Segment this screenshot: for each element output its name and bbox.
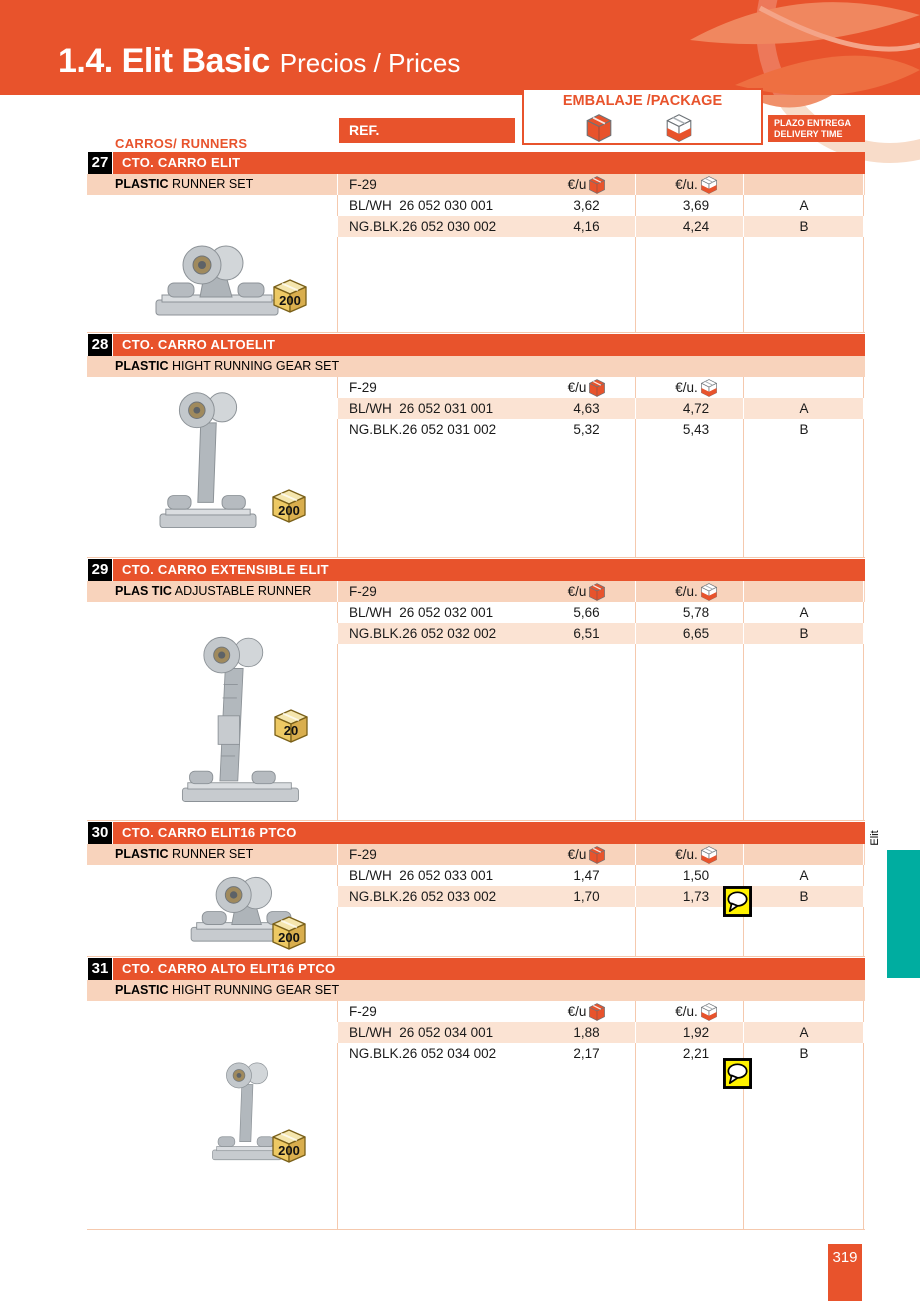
ref-code: F-29 xyxy=(349,380,377,395)
product-subtitle: PLASTIC HIGHT RUNNING GEAR SET xyxy=(115,359,340,373)
ref-code: F-29 xyxy=(349,177,377,192)
table-header-row xyxy=(87,1001,865,1022)
section-title-bar xyxy=(91,958,865,980)
closed-box-icon xyxy=(589,846,605,864)
section-title-bar xyxy=(91,559,865,581)
product-section-30 xyxy=(87,822,865,957)
price-per-unit-box: 3,62 xyxy=(573,198,600,213)
note-speech-bubble-icon xyxy=(723,1058,752,1089)
price-per-unit-pallet: 4,24 xyxy=(682,219,710,234)
product-subtitle: PLASTIC RUNNER SET xyxy=(115,177,254,191)
ref-code: F-29 xyxy=(349,847,377,862)
note-speech-bubble-icon xyxy=(723,886,752,917)
price-per-unit-box: 6,51 xyxy=(573,626,600,641)
price-per-unit-box: 4,16 xyxy=(573,219,600,234)
quantity-per-box-badge: 200 xyxy=(271,488,307,524)
product-section-31 xyxy=(87,958,865,1230)
price-per-unit-pallet: 5,43 xyxy=(682,422,710,437)
table-row xyxy=(87,216,865,237)
page-title xyxy=(58,42,460,81)
section-title-bar xyxy=(91,822,865,844)
closed-box-icon xyxy=(589,379,605,397)
section-title-bar xyxy=(91,334,865,356)
product-subtitle: PLASTIC HIGHT RUNNING GEAR SET xyxy=(115,983,340,997)
ref-code: F-29 xyxy=(349,584,377,599)
price-per-unit-box: 5,66 xyxy=(573,605,600,620)
unit-price-pallet-header: €/u. xyxy=(649,377,743,398)
price-per-unit-box: 4,63 xyxy=(573,401,600,416)
section-title: CTO. CARRO ELIT16 PTCO xyxy=(122,825,297,840)
product-ref: NG.BLK.26 052 032 002 xyxy=(349,626,497,641)
closed-box-icon xyxy=(586,114,612,142)
page-number: 319 xyxy=(828,1244,862,1301)
open-box-icon xyxy=(701,176,717,194)
quantity-per-box-badge: 200 xyxy=(272,278,308,314)
unit-price-box-header: €/u xyxy=(538,174,635,195)
unit-price-box-header: €/u xyxy=(538,844,635,865)
open-box-icon xyxy=(701,846,717,864)
price-per-unit-box: 1,47 xyxy=(573,868,600,883)
unit-price-box-header: €/u xyxy=(538,1001,635,1022)
product-image xyxy=(152,386,264,546)
table-row xyxy=(87,195,865,216)
package-label: EMBALAJE /PACKAGE xyxy=(562,93,723,109)
side-tab-label: Elit xyxy=(869,830,881,846)
quantity-per-box-badge: 200 xyxy=(271,915,307,951)
table-header-row xyxy=(87,174,865,195)
product-ref: BL/WH 26 052 030 001 xyxy=(349,198,494,213)
table-header-row xyxy=(87,581,865,602)
quantity-per-box-badge: 20 xyxy=(273,708,309,744)
price-per-unit-pallet: 1,50 xyxy=(682,868,710,883)
price-per-unit-pallet: 6,65 xyxy=(682,626,710,641)
price-per-unit-pallet: 1,73 xyxy=(682,889,710,904)
product-ref: BL/WH 26 052 031 001 xyxy=(349,401,494,416)
unit-price-box-header: €/u xyxy=(538,581,635,602)
delivery-label-en: DELIVERY TIME xyxy=(774,129,843,139)
price-per-unit-pallet: 5,78 xyxy=(682,605,710,620)
delivery-time-column-header xyxy=(768,115,865,142)
ref-code: F-29 xyxy=(349,1004,377,1019)
ref-column-header: REF. xyxy=(339,118,515,143)
unit-price-pallet-header: €/u. xyxy=(649,844,743,865)
price-per-unit-box: 5,32 xyxy=(573,422,600,437)
closed-box-icon xyxy=(589,1003,605,1021)
delivery-label-es: PLAZO ENTREGA xyxy=(774,118,852,128)
price-per-unit-box: 1,70 xyxy=(573,889,600,904)
delivery-code: A xyxy=(799,198,809,213)
price-per-unit-pallet: 1,92 xyxy=(682,1025,710,1040)
delivery-code: B xyxy=(799,1046,809,1061)
delivery-code: A xyxy=(799,401,809,416)
product-ref: NG.BLK.26 052 031 002 xyxy=(349,422,497,437)
section-title: CTO. CARRO ALTO ELIT16 PTCO xyxy=(122,961,336,976)
product-image xyxy=(142,238,292,330)
delivery-code: A xyxy=(799,605,809,620)
section-title: CTO. CARRO EXTENSIBLE ELIT xyxy=(122,562,329,577)
delivery-code: B xyxy=(799,626,809,641)
product-ref: NG.BLK.26 052 030 002 xyxy=(349,219,497,234)
subtitle-row xyxy=(87,356,865,377)
product-ref: NG.BLK.26 052 034 002 xyxy=(349,1046,497,1061)
table-row xyxy=(87,602,865,623)
open-box-icon xyxy=(701,379,717,397)
package-column-header xyxy=(522,88,763,145)
unit-price-box-header: €/u xyxy=(538,377,635,398)
delivery-code: A xyxy=(799,1025,809,1040)
table-row xyxy=(87,1022,865,1043)
section-number-badge: 27 xyxy=(87,151,113,175)
category-label: CARROS/ RUNNERS xyxy=(115,136,248,151)
product-section-27 xyxy=(87,152,865,333)
quantity-per-box-badge: 200 xyxy=(271,1128,307,1164)
delivery-code: B xyxy=(799,219,809,234)
product-ref: NG.BLK.26 052 033 002 xyxy=(349,889,497,904)
product-section-29 xyxy=(87,559,865,821)
product-subtitle: PLAS TIC ADJUSTABLE RUNNER xyxy=(115,584,312,598)
open-box-icon xyxy=(701,583,717,601)
price-per-unit-box: 2,17 xyxy=(573,1046,600,1061)
open-box-icon xyxy=(701,1003,717,1021)
page-title-main: 1.4. Elit Basic xyxy=(58,42,270,80)
product-section-28 xyxy=(87,334,865,558)
unit-price-pallet-header: €/u. xyxy=(649,581,743,602)
closed-box-icon xyxy=(589,583,605,601)
delivery-code: B xyxy=(799,422,809,437)
page-title-sub: Precios / Prices xyxy=(279,48,461,78)
section-number-badge: 31 xyxy=(87,957,113,981)
section-title-bar xyxy=(91,152,865,174)
price-per-unit-pallet: 4,72 xyxy=(682,401,710,416)
unit-price-pallet-header: €/u. xyxy=(649,1001,743,1022)
product-subtitle: PLASTIC RUNNER SET xyxy=(115,847,254,861)
section-number-badge: 28 xyxy=(87,333,113,357)
section-title: CTO. CARRO ALTOELIT xyxy=(122,337,276,352)
delivery-code: A xyxy=(799,868,809,883)
product-ref: BL/WH 26 052 032 001 xyxy=(349,605,494,620)
section-number-badge: 30 xyxy=(87,821,113,845)
section-title: CTO. CARRO ELIT xyxy=(122,155,241,170)
unit-price-pallet-header: €/u. xyxy=(649,174,743,195)
product-ref: BL/WH 26 052 033 001 xyxy=(349,868,494,883)
delivery-code: B xyxy=(799,889,809,904)
section-number-badge: 29 xyxy=(87,558,113,582)
price-per-unit-pallet: 2,21 xyxy=(682,1046,710,1061)
closed-box-icon xyxy=(589,176,605,194)
table-header-row xyxy=(87,844,865,865)
product-ref: BL/WH 26 052 034 001 xyxy=(349,1025,494,1040)
price-per-unit-box: 1,88 xyxy=(573,1025,600,1040)
price-per-unit-pallet: 3,69 xyxy=(682,198,710,213)
subtitle-row xyxy=(87,980,865,1001)
open-box-icon xyxy=(666,114,692,142)
side-tab xyxy=(887,850,920,978)
